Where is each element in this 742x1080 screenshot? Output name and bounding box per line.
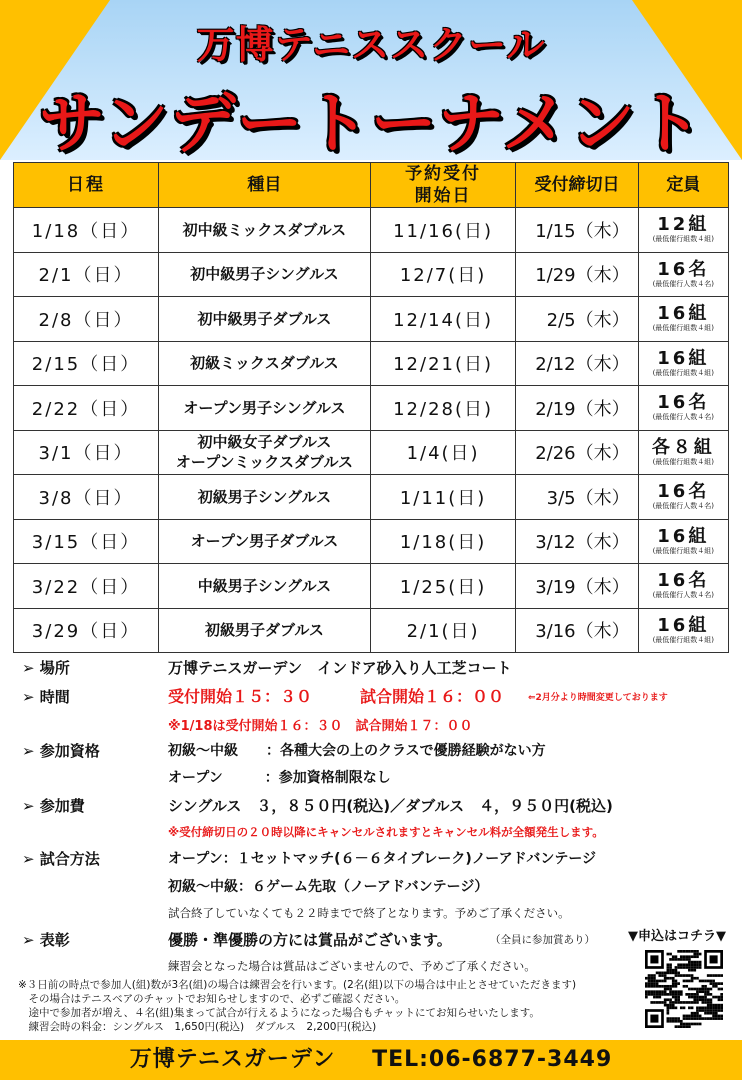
table-row bbox=[14, 430, 729, 475]
capacity-value: 16組 bbox=[657, 525, 710, 547]
row-date: 3/1（日） bbox=[14, 430, 159, 475]
row-date: 2/8（日） bbox=[14, 297, 159, 342]
capacity-value: 12組 bbox=[657, 214, 710, 236]
method-open: オープン：１セットマッチ(６－６タイブレーク)ノーアドバンテージ bbox=[168, 851, 597, 867]
capacity-minimum: (最低催行組数４組) bbox=[652, 635, 715, 644]
row-event: 初中級男子ダブルス bbox=[159, 297, 371, 342]
row-event: オープン男子ダブルス bbox=[159, 519, 371, 564]
capacity-minimum: (最低催行人数４名) bbox=[652, 279, 715, 288]
capacity-value: 16組 bbox=[657, 347, 710, 369]
table-row bbox=[14, 252, 729, 297]
qualification-beginner: 初級～中級 ：各種大会の上のクラスで優勝経験がない方 bbox=[168, 743, 546, 759]
row-event: 初級男子ダブルス bbox=[159, 608, 371, 653]
row-open: 11/16(日) bbox=[370, 208, 515, 253]
row-date: 2/22（日） bbox=[14, 386, 159, 431]
row-capacity bbox=[638, 208, 728, 253]
table-row bbox=[14, 564, 729, 609]
row-event: 初級男子シングルス bbox=[159, 475, 371, 520]
row-event: オープン男子シングルス bbox=[159, 386, 371, 431]
place-value: 万博テニスガーデン インドア砂入り人工芝コート bbox=[168, 659, 512, 677]
capacity-minimum: (最低催行組数４組) bbox=[652, 368, 715, 377]
row-open: 2/1(日) bbox=[370, 608, 515, 653]
table-row bbox=[14, 608, 729, 653]
fee-label: ➢ 参加費 bbox=[22, 797, 85, 815]
time-value: 受付開始１５：３０ 試合開始１６：００ bbox=[168, 687, 505, 706]
row-close: 2/12（木） bbox=[516, 341, 638, 386]
table-row bbox=[14, 341, 729, 386]
capacity-value: 各８組 bbox=[651, 436, 715, 458]
table-header-row bbox=[14, 163, 729, 208]
capacity-value: 16組 bbox=[657, 614, 710, 636]
header-date: 日程 bbox=[14, 163, 159, 208]
row-date: 3/22（日） bbox=[14, 564, 159, 609]
footer-bar bbox=[0, 1040, 742, 1080]
footer-tel[interactable]: TEL:06-6877-3449 bbox=[372, 1047, 613, 1072]
row-event: 中級男子シングルス bbox=[159, 564, 371, 609]
footer-name: 万博テニスガーデン bbox=[129, 1047, 336, 1072]
row-capacity bbox=[638, 297, 728, 342]
row-event: 初中級女子ダブルス オープンミックスダブルス bbox=[159, 430, 371, 475]
place-label: ➢ 場所 bbox=[22, 659, 70, 677]
footnote-line: ※３日前の時点で参加人(組)数が3名(組)の場合は練習会を行います。(2名(組)以下の場合は中止とさせていただきます) bbox=[18, 979, 577, 991]
row-close: 3/16（木） bbox=[516, 608, 638, 653]
school-name: 万博テニススクール bbox=[196, 23, 546, 67]
capacity-value: 16名 bbox=[657, 392, 710, 414]
table-row bbox=[14, 208, 729, 253]
award-label: ➢ 表彰 bbox=[22, 931, 70, 949]
row-open: 1/25(日) bbox=[370, 564, 515, 609]
row-close: 1/15（木） bbox=[516, 208, 638, 253]
row-open: 12/21(日) bbox=[370, 341, 515, 386]
footnotes bbox=[18, 978, 576, 1034]
row-close: 3/19（木） bbox=[516, 564, 638, 609]
header-banner bbox=[0, 0, 742, 160]
header-event: 種目 bbox=[159, 163, 371, 208]
method-note: 試合終了していなくても２２時までで終了となります。予めご了承ください。 bbox=[168, 906, 570, 920]
row-close: 2/19（木） bbox=[516, 386, 638, 431]
capacity-value: 16名 bbox=[657, 258, 710, 280]
qualification-open: オープン ：参加資格制限なし bbox=[168, 770, 391, 786]
row-open: 1/4(日) bbox=[370, 430, 515, 475]
row-close: 3/12（木） bbox=[516, 519, 638, 564]
row-capacity bbox=[638, 341, 728, 386]
row-event: 初中級男子シングルス bbox=[159, 252, 371, 297]
row-capacity bbox=[638, 475, 728, 520]
row-date: 2/1（日） bbox=[14, 252, 159, 297]
row-open: 1/11(日) bbox=[370, 475, 515, 520]
capacity-minimum: (最低催行組数４組) bbox=[652, 324, 715, 333]
row-capacity bbox=[638, 252, 728, 297]
row-capacity bbox=[638, 430, 728, 475]
row-date: 3/15（日） bbox=[14, 519, 159, 564]
capacity-value: 16名 bbox=[657, 481, 710, 503]
capacity-value: 16名 bbox=[657, 570, 710, 592]
method-label: ➢ 試合方法 bbox=[22, 850, 100, 868]
header-close: 受付締切日 bbox=[516, 163, 638, 208]
row-capacity bbox=[638, 519, 728, 564]
cancel-fee-note: ※受付締切日の２０時以降にキャンセルされますとキャンセル料が全額発生します。 bbox=[168, 825, 604, 839]
table-row bbox=[14, 475, 729, 520]
row-close: 3/5（木） bbox=[516, 475, 638, 520]
capacity-value: 16組 bbox=[657, 303, 710, 325]
row-event: 初級ミックスダブルス bbox=[159, 341, 371, 386]
header-capacity: 定員 bbox=[638, 163, 728, 208]
row-open: 1/18(日) bbox=[370, 519, 515, 564]
row-date: 3/8（日） bbox=[14, 475, 159, 520]
footnote-line: 途中で参加者が増え、４名(組)集まって試合が行えるようになった場合もチャットにてお知らせいたします。 bbox=[18, 1007, 540, 1019]
table-row bbox=[14, 297, 729, 342]
page-title: サンデートーナメント bbox=[38, 85, 704, 160]
fee-value: シングルス ３，８５０円(税込)／ダブルス ４，９５０円(税込) bbox=[168, 797, 613, 815]
row-event: 初中級ミックスダブルス bbox=[159, 208, 371, 253]
award-value: 優勝・準優勝の方には賞品がございます。 bbox=[168, 931, 452, 949]
row-close: 2/5（木） bbox=[516, 297, 638, 342]
award-note: 練習会となった場合は賞品はございませんので、予めご了承ください。 bbox=[168, 959, 536, 973]
row-close: 2/26（木） bbox=[516, 430, 638, 475]
row-capacity bbox=[638, 564, 728, 609]
schedule-table bbox=[13, 162, 729, 653]
capacity-minimum: (最低催行組数４組) bbox=[652, 457, 715, 466]
row-date: 2/15（日） bbox=[14, 341, 159, 386]
qr-code-icon[interactable] bbox=[645, 950, 723, 1028]
capacity-minimum: (最低催行人数４名) bbox=[652, 502, 715, 511]
capacity-minimum: (最低催行組数４組) bbox=[652, 235, 715, 244]
apply-here-label: ▼申込はコチラ▼ bbox=[628, 929, 726, 944]
row-date: 3/29（日） bbox=[14, 608, 159, 653]
time-special-note: ※1/18は受付開始１６：３０ 試合開始１７：００ bbox=[168, 719, 473, 734]
row-open: 12/28(日) bbox=[370, 386, 515, 431]
row-open: 12/14(日) bbox=[370, 297, 515, 342]
header-open: 予約受付 開始日 bbox=[370, 163, 515, 208]
capacity-minimum: (最低催行人数４名) bbox=[652, 591, 715, 600]
row-capacity bbox=[638, 386, 728, 431]
capacity-minimum: (最低催行人数４名) bbox=[652, 413, 715, 422]
time-change-note: ⇐2月分より時間変更しております bbox=[528, 693, 668, 703]
qualification-label: ➢ 参加資格 bbox=[22, 742, 100, 760]
award-participation: （全員に参加賞あり） bbox=[490, 934, 595, 946]
row-open: 12/7(日) bbox=[370, 252, 515, 297]
table-row bbox=[14, 386, 729, 431]
footnote-line: 練習会時の料金：シングルス 1,650円(税込) ダブルス 2,200円(税込) bbox=[18, 1021, 377, 1033]
capacity-minimum: (最低催行組数４組) bbox=[652, 546, 715, 555]
row-capacity bbox=[638, 608, 728, 653]
table-row bbox=[14, 519, 729, 564]
row-date: 1/18（日） bbox=[14, 208, 159, 253]
method-beginner: 初級～中級：６ゲーム先取（ノーアドバンテージ） bbox=[168, 879, 489, 895]
row-close: 1/29（木） bbox=[516, 252, 638, 297]
time-label: ➢ 時間 bbox=[22, 688, 70, 706]
footnote-line: その場合はテニスベアのチャットでお知らせしますので、必ずご確認ください。 bbox=[18, 993, 406, 1005]
